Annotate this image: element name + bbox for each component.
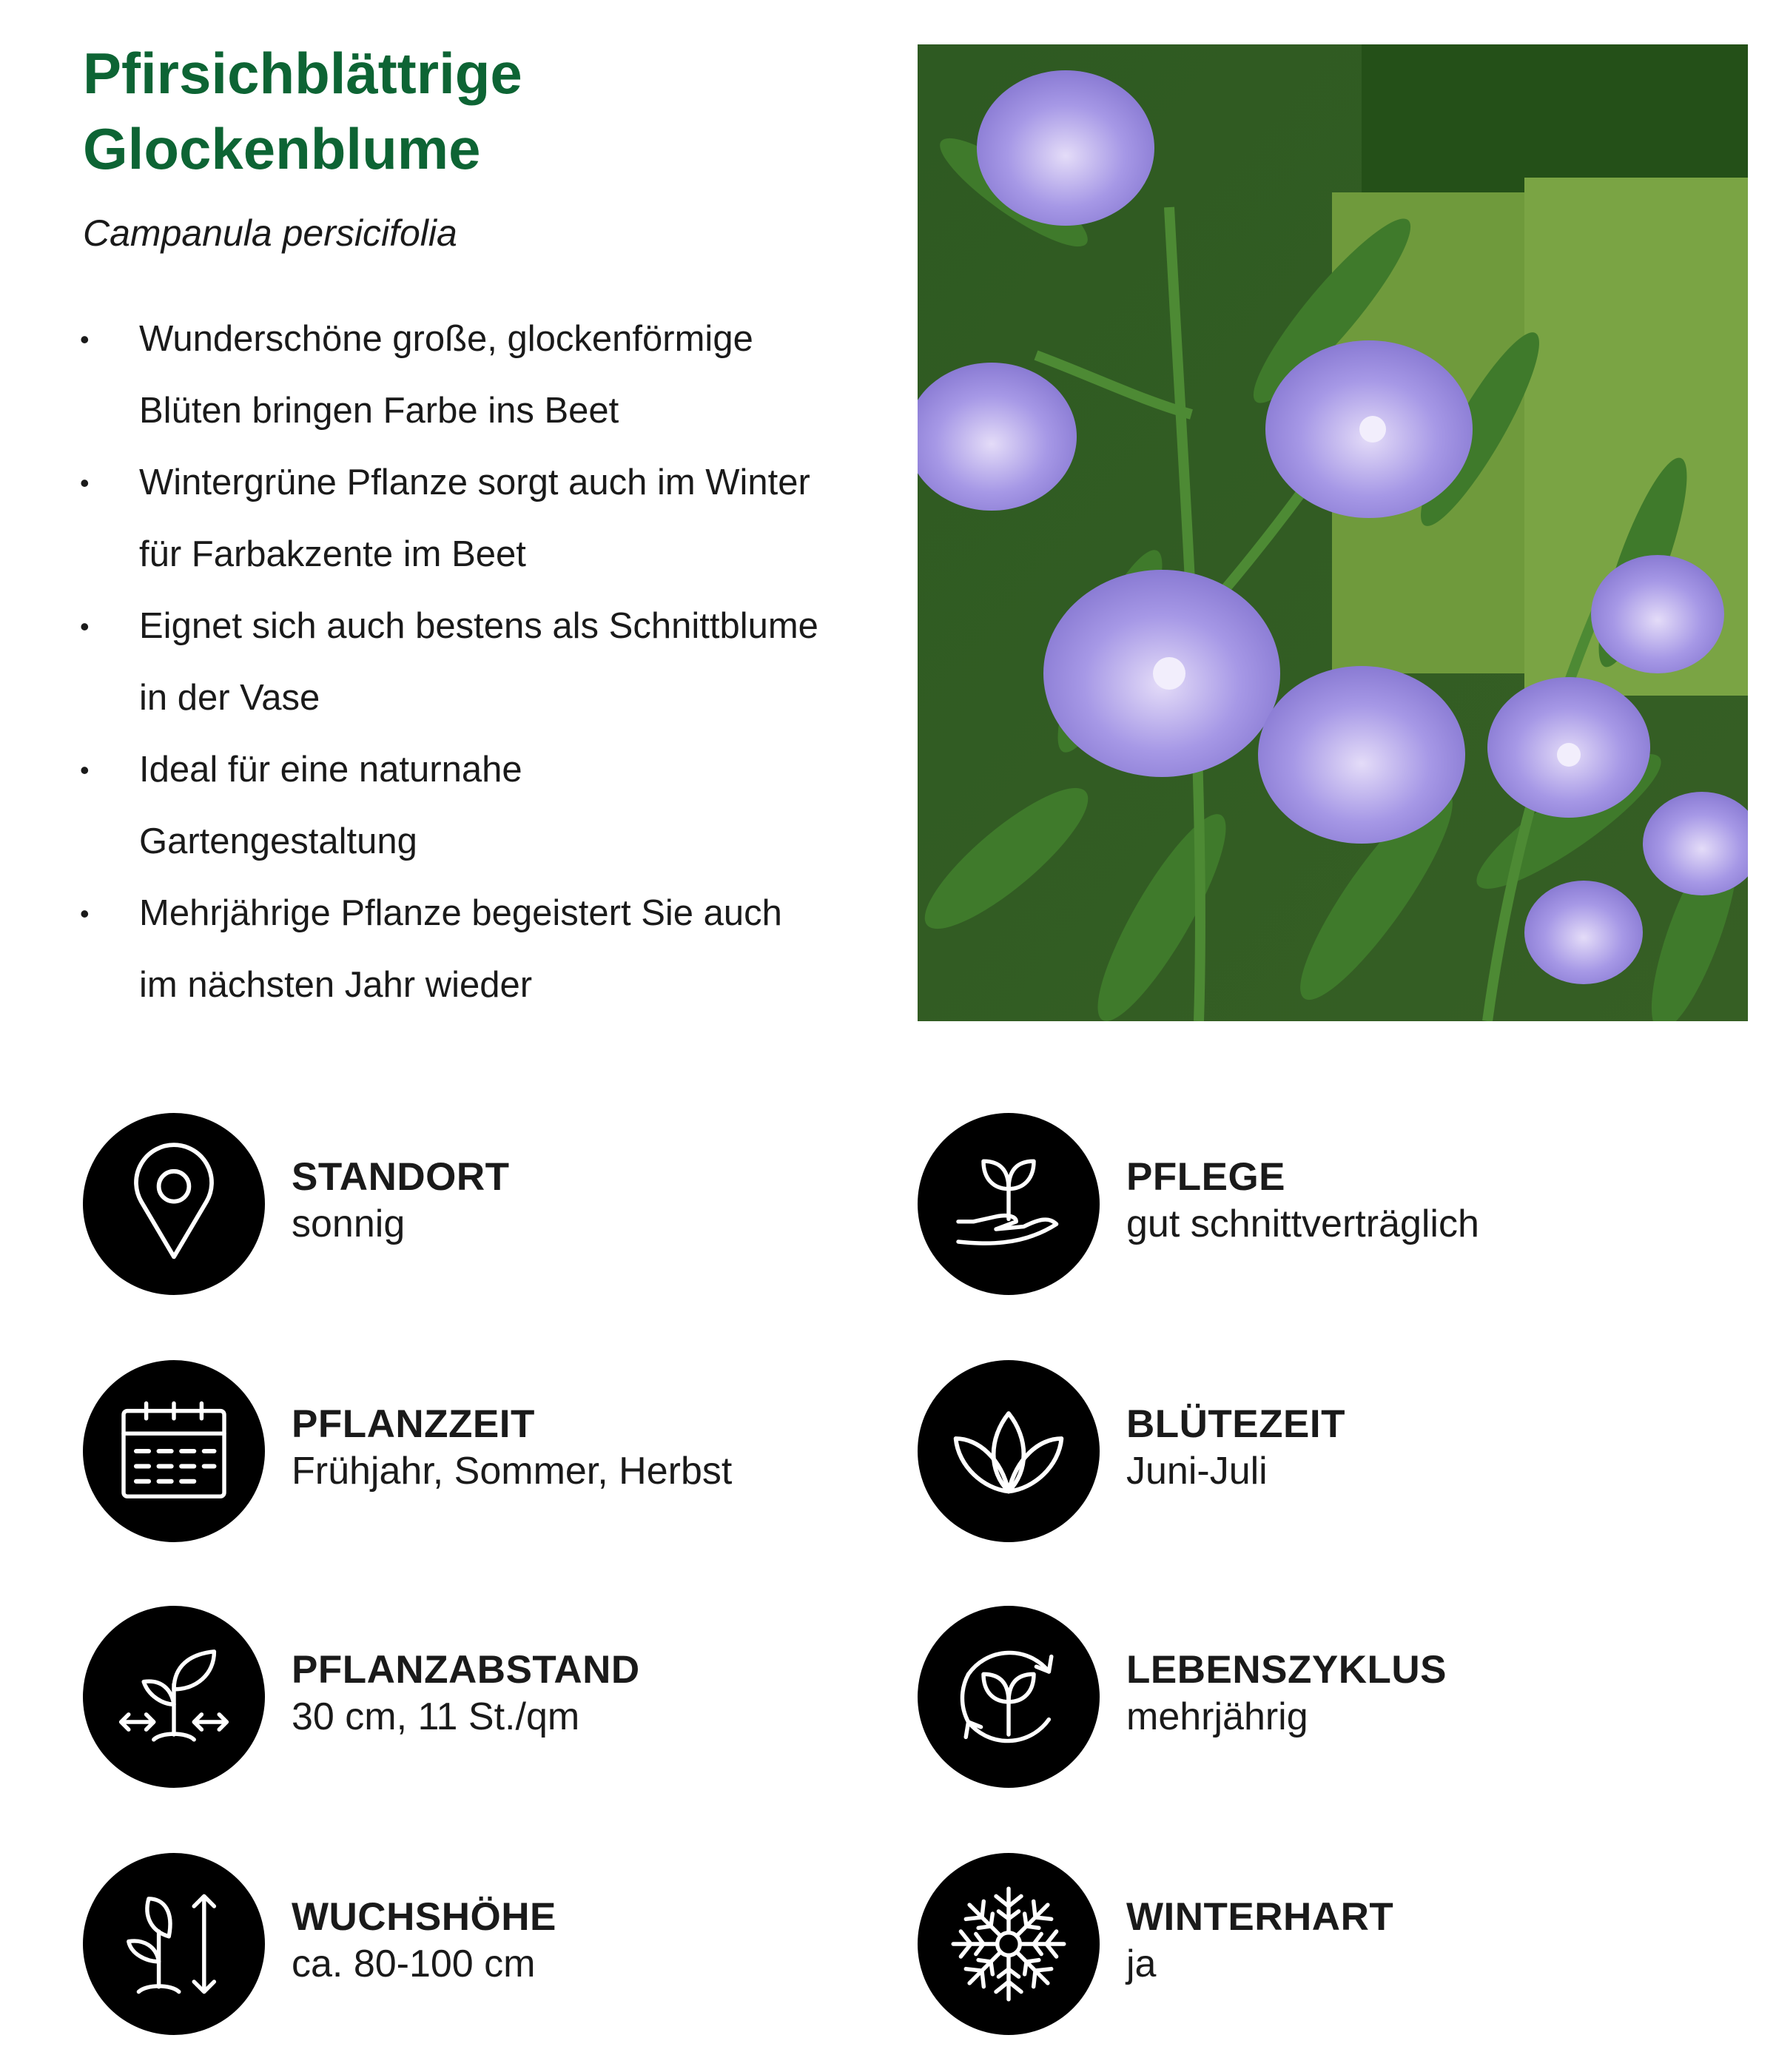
attribute-value: Frühjahr, Sommer, Herbst (292, 1450, 733, 1493)
feature-text-line-1: Wunderschöne große, glockenförmige (139, 319, 753, 359)
feature-item (74, 447, 888, 591)
attribute-value: ja (1126, 1942, 1157, 1985)
attribute-label: BLÜTEZEIT (1126, 1402, 1345, 1446)
plant-title-line-2: Glockenblume (83, 116, 481, 181)
feature-list (74, 303, 888, 1021)
attribute-pflanzabstand (83, 1606, 897, 1791)
attribute-value: mehrjährig (1126, 1695, 1308, 1738)
attribute-label: WUCHSHÖHE (292, 1895, 556, 1939)
attribute-lebenszyklus (918, 1606, 1732, 1791)
attribute-value: 30 cm, 11 St./qm (292, 1695, 580, 1738)
feature-text-line-2: im nächsten Jahr wieder (139, 965, 533, 1005)
attribute-label: WINTERHART (1126, 1895, 1394, 1939)
plant-height-icon (83, 1853, 265, 2035)
attribute-standort (83, 1113, 897, 1298)
plant-title-line-1: Pfirsichblättrige (83, 41, 522, 106)
feature-text-line-2: für Farbakzente im Beet (139, 534, 526, 574)
attribute-pflanzzeit (83, 1360, 897, 1545)
feature-item (74, 303, 888, 447)
feature-item (74, 878, 888, 1021)
bullet-dot: • (80, 755, 90, 785)
attribute-label: LEBENSZYKLUS (1126, 1648, 1447, 1692)
feature-text-line-1: Mehrjährige Pflanze begeistert Sie auch (139, 893, 782, 933)
attribute-pflege (918, 1113, 1732, 1298)
hand-seedling-icon (918, 1113, 1100, 1295)
attribute-bluetezeit (918, 1360, 1732, 1545)
feature-text-line-1: Wintergrüne Pflanze sorgt auch im Winter (139, 462, 810, 502)
attribute-label: PFLANZABSTAND (292, 1648, 640, 1692)
feature-text-line-2: Blüten bringen Farbe ins Beet (139, 391, 619, 431)
bullet-dot: • (80, 468, 90, 498)
feature-item (74, 734, 888, 878)
plant-photo (918, 44, 1748, 1021)
plant-photo-illustration (918, 44, 1748, 1021)
feature-text-line-2: in der Vase (139, 678, 320, 718)
attribute-label: PFLANZZEIT (292, 1402, 535, 1446)
feature-item (74, 591, 888, 734)
snowflake-icon (918, 1853, 1100, 2035)
attribute-value: gut schnittverträglich (1126, 1202, 1479, 1245)
attribute-value: Juni-Juli (1126, 1450, 1268, 1493)
life-cycle-icon (918, 1606, 1100, 1788)
feature-text-line-2: Gartengestaltung (139, 821, 417, 861)
bullet-dot: • (80, 898, 90, 929)
location-pin-icon (83, 1113, 265, 1295)
feature-text-line-1: Ideal für eine naturnahe (139, 750, 522, 790)
attribute-winterhart (918, 1853, 1732, 2038)
attribute-label: PFLEGE (1126, 1155, 1286, 1199)
plant-title (83, 36, 882, 186)
bullet-dot: • (80, 324, 90, 354)
flower-bloom-icon (918, 1360, 1100, 1542)
bullet-dot: • (80, 611, 90, 642)
feature-text-line-1: Eignet sich auch bestens als Schnittblume (139, 606, 818, 646)
calendar-icon (83, 1360, 265, 1542)
latin-name: Campanula persicifolia (83, 212, 457, 254)
attribute-value: ca. 80-100 cm (292, 1942, 536, 1985)
attribute-label: STANDORT (292, 1155, 510, 1199)
plant-spacing-icon (83, 1606, 265, 1788)
attribute-value: sonnig (292, 1202, 406, 1245)
attribute-wuchshoehe (83, 1853, 897, 2038)
